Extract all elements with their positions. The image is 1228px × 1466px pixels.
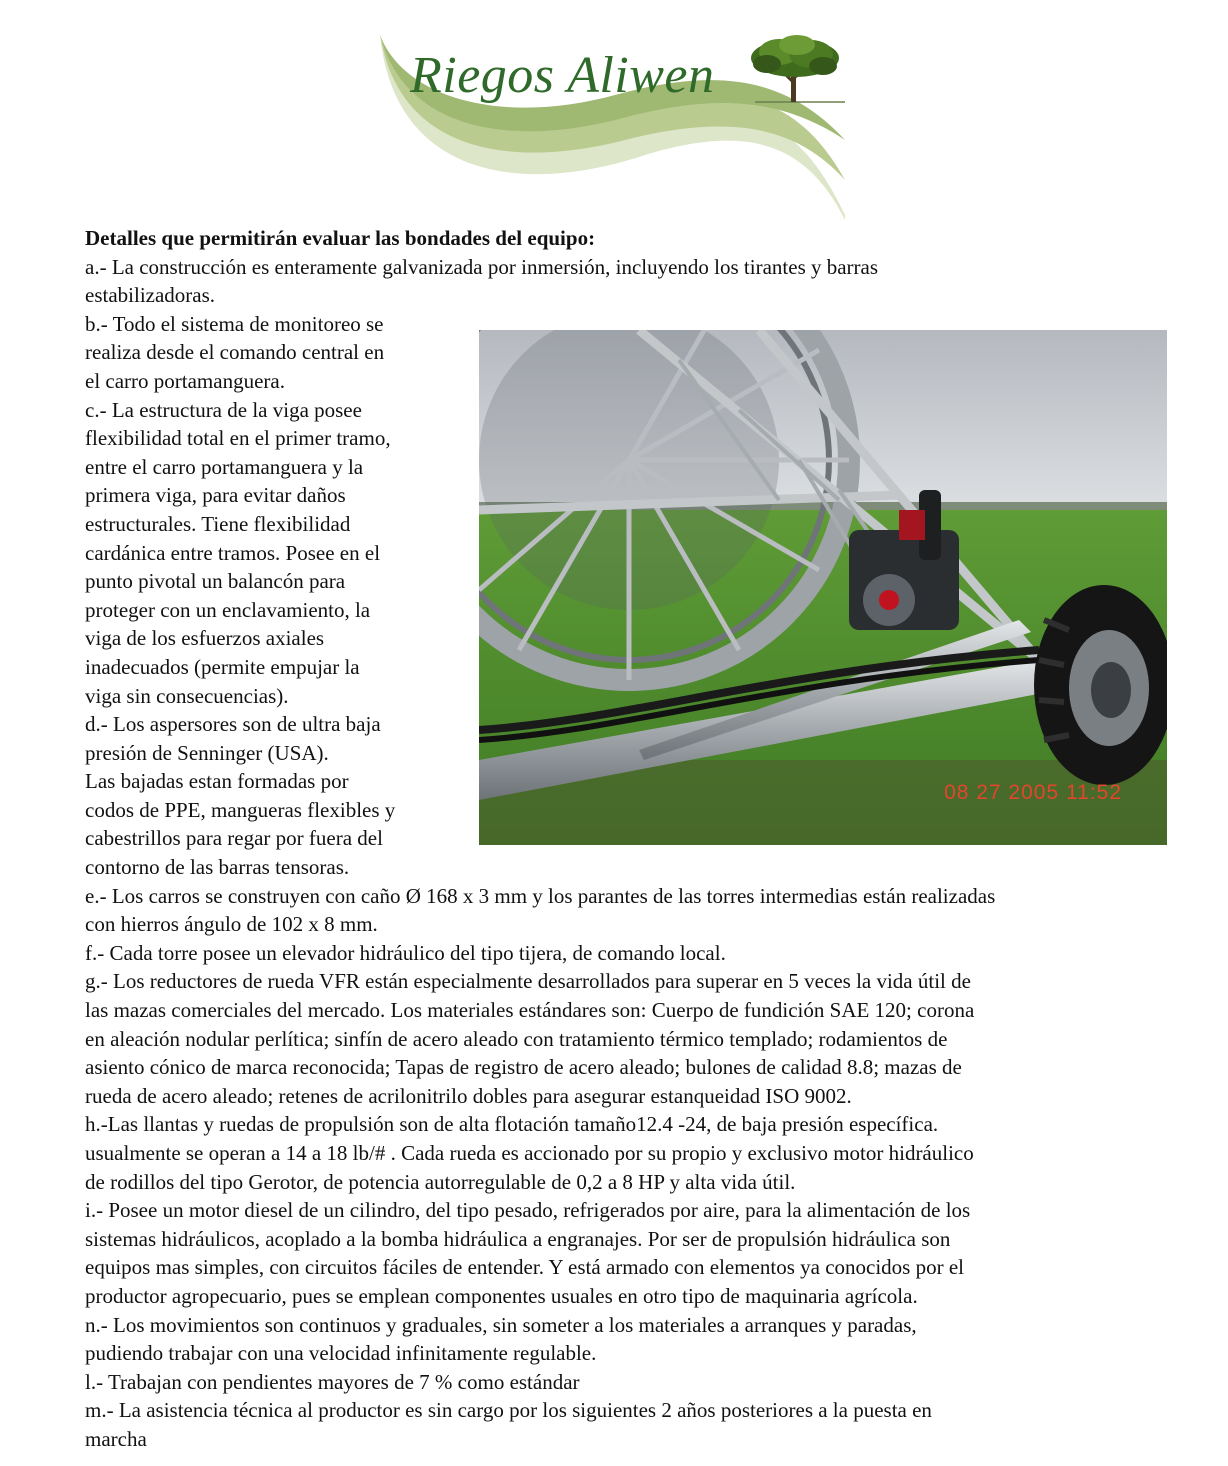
document-heading: Detalles que permitirán evaluar las bondades del equipo: — [85, 226, 596, 250]
text-line: equipos mas simples, con circuitos fáciles de entender. Y está armado con elementos ya conocidos por el — [85, 1255, 965, 1280]
text-line: b.- Todo el sistema de monitoreo se — [85, 311, 384, 336]
text-line: c.- La estructura de la viga posee — [85, 397, 362, 422]
text-line: flexibilidad total en el primer tramo, — [85, 426, 391, 451]
text-line: asiento cónico de marca reconocida; Tapas de registro de acero aleado; bulones de calidad 8.8; mazas de — [85, 1055, 962, 1080]
text-line: n.- Los movimientos son continuos y graduales, sin someter a los materiales a arranques y paradas, — [85, 1312, 917, 1337]
text-line: pudiendo trabajar con una velocidad infinitamente regulable. — [85, 1341, 597, 1366]
text-line: a.- La construcción es enteramente galvanizada por inmersión, incluyendo los tirantes y barras — [85, 254, 879, 279]
text-line: g.- Los reductores de rueda VFR están especialmente desarrollados para superar en 5 veces la vida útil de — [85, 969, 971, 994]
text-line: usualmente se operan a 14 a 18 lb/# . Cada rueda es accionado por su propio y exclusivo motor hidráulico — [85, 1141, 974, 1165]
text-line: entre el carro portamanguera y la — [85, 454, 364, 479]
text-line: presión de Senninger (USA). — [85, 740, 329, 765]
text-line: con hierros ángulo de 102 x 8 mm. — [85, 912, 378, 937]
text-line: codos de PPE, mangueras flexibles y — [85, 797, 396, 822]
text-line: primera viga, para evitar daños — [85, 483, 346, 508]
text-line: cabestrillos para regar por fuera del — [85, 826, 383, 851]
text-line: f.- Cada torre posee un elevador hidráulico del tipo tijera, de comando local. — [85, 940, 726, 965]
text-line: Las bajadas estan formadas por — [85, 769, 349, 794]
text-line: l.- Trabajan con pendientes mayores de 7 % como estándar — [85, 1369, 580, 1394]
text-line: de rodillos del tipo Gerotor, de potencia autorregulable de 0,2 a 8 HP y alta vida útil. — [85, 1169, 796, 1194]
text-line: las mazas comerciales del mercado. Los materiales estándares son: Cuerpo de fundición SAE 120; corona — [85, 998, 975, 1023]
text-line: d.- Los aspersores son de ultra baja — [85, 712, 381, 737]
brand-name: Riegos Aliwen — [410, 47, 715, 104]
text-line: contorno de las barras tensoras. — [85, 855, 350, 880]
text-line: realiza desde el comando central en — [85, 340, 385, 365]
text-line: estabilizadoras. — [85, 283, 216, 308]
document-body — [85, 224, 1185, 1454]
tree-icon — [745, 32, 845, 104]
text-line: cardánica entre tramos. Posee en el — [85, 540, 381, 565]
photo-timestamp: 08 27 2005 11:52 — [944, 781, 1122, 804]
text-line: estructurales. Tiene flexibilidad — [85, 511, 351, 536]
text-line: el carro portamanguera. — [85, 368, 285, 393]
text-line: productor agropecuario, pues se emplean componentes usuales en otro tipo de maquinaria agrícola. — [85, 1283, 918, 1308]
text-line: e.- Los carros se construyen con caño Ø 168 x 3 mm y los parantes de las torres intermedias están realizadas — [85, 883, 996, 908]
text-line: marcha — [85, 1426, 147, 1451]
text-line: m.- La asistencia técnica al productor es sin cargo por los siguientes 2 años posteriores a la puesta en — [85, 1398, 932, 1423]
text-line: i.- Posee un motor diesel de un cilindro, del tipo pesado, refrigerados por aire, para la alimentación de los — [85, 1198, 971, 1223]
text-line: rueda de acero aleado; retenes de acrilonitrilo dobles para asegurar estanqueidad ISO 9002. — [85, 1083, 852, 1108]
text-line: inadecuados (permite empujar la — [85, 654, 360, 679]
text-line: viga sin consecuencias). — [85, 683, 289, 708]
text-line: punto pivotal un balancón para — [85, 569, 346, 594]
text-line: en aleación nodular perlítica; sinfín de acero aleado con tratamiento térmico templado; rodamientos de — [85, 1026, 948, 1051]
text-line: sistemas hidráulicos, acoplado a la bomba hidráulica a engranajes. Por ser de propulsión hidráulica son — [85, 1226, 951, 1251]
text-line: viga de los esfuerzos axiales — [85, 626, 325, 651]
text-line: h.-Las llantas y ruedas de propulsión son de alta flotación tamaño12.4 -24, de baja presión específica. — [85, 1112, 939, 1137]
text-line: proteger con un enclavamiento, la — [85, 597, 371, 622]
